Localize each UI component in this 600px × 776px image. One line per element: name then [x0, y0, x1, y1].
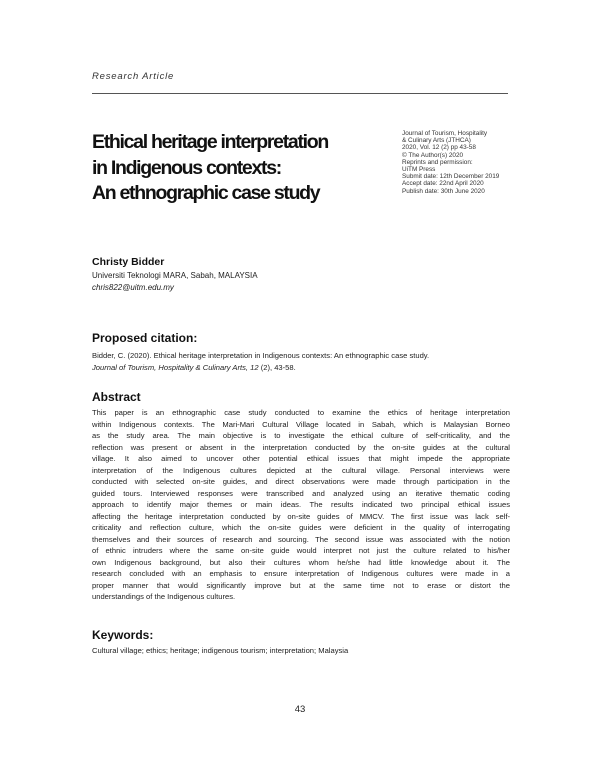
- abstract-line: affecting the heritage interpretation conducted by on-site guides of MMCV. The first issue was lack self-: [92, 511, 510, 521]
- abstract-line: themselves and their sources of research and sourcing. The second issue was associated with the notion: [92, 534, 510, 544]
- title-line: Ethical heritage interpretation: [92, 131, 329, 153]
- keywords-heading: Keywords:: [92, 628, 154, 642]
- citation-line: [92, 363, 296, 372]
- page-number: 43: [294, 704, 306, 715]
- abstract-line: of ethnic intruders where the same on-site guide would interpret not just the culture related to his/her: [92, 546, 510, 555]
- abstract-body: [92, 407, 510, 603]
- meta-line: 2020, Vol. 12 (2) pp 43-58: [402, 144, 476, 152]
- citation-heading: Proposed citation:: [92, 331, 198, 345]
- meta-line: Accept date: 22nd April 2020: [402, 180, 484, 188]
- citation-line: Bidder, C. (2020). Ethical heritage interpretation in Indigenous contexts: An ethnographic case study.: [92, 351, 430, 360]
- abstract-line: village. It also aimed to uncover other potential ethical issues that might impede the appropriate: [92, 454, 510, 463]
- author-email[interactable]: chris822@uitm.edu.my: [92, 283, 174, 292]
- abstract-line: proper manner that would significantly improve but at the same time not to erase or distort the: [92, 580, 510, 590]
- abstract-line: within Indigenous contexts. The Mari-Mari Cultural Village located in Sabah, which is Malaysian Borneo: [92, 419, 510, 429]
- meta-line: & Culinary Arts (JTHCA): [402, 137, 471, 145]
- journal-metadata: [402, 130, 532, 195]
- paper-title: [92, 130, 392, 207]
- citation-journal: Journal of Tourism, Hospitality & Culinary Arts, 12: [92, 363, 259, 372]
- abstract-line: reflection was present or absent in the interpretation conducted by the on-site guides at the cultural: [92, 442, 510, 452]
- keywords-list: Cultural village; ethics; heritage; indigenous tourism; interpretation; Malaysia: [92, 646, 349, 655]
- meta-line: Publish date: 30th June 2020: [402, 187, 485, 195]
- author-affiliation: Universiti Teknologi MARA, Sabah, MALAYSIA: [92, 271, 258, 280]
- meta-line: UiTM Press: [402, 166, 436, 174]
- title-line: in Indigenous contexts:: [92, 156, 281, 179]
- abstract-line: interpretation of the Indigenous cultures depicted at the cultural village. Personal interviews were: [92, 465, 510, 475]
- meta-line: Journal of Tourism, Hospitality: [402, 130, 488, 137]
- title-line: An ethnographic case study: [92, 182, 320, 204]
- abstract-line: approach to identify major themes or main ideas. The results indicated two principal ethical issues: [92, 500, 510, 509]
- article-type-label: Research Article: [92, 71, 175, 82]
- meta-line: © The Author(s) 2020: [402, 151, 464, 159]
- abstract-line: as the study area. The main objective is to investigate the ethical culture of self-criticality, and the: [92, 431, 510, 440]
- meta-line: Reprints and permission:: [402, 158, 473, 166]
- abstract-line: research concluded with an emphasis to ensure interpretation of Indigenous cultures were made in a: [92, 569, 510, 578]
- abstract-line: This paper is an ethnographic case study conducted to examine the ethics of heritage interpretation: [92, 408, 510, 417]
- abstract-line: understandings of the Indigenous cultures.: [92, 592, 236, 601]
- abstract-line: guided tours. Interviewed responses were transcribed and analyzed using an iterative thematic coding: [92, 488, 510, 498]
- citation-issue-pages: (2), 43-58.: [258, 363, 296, 372]
- header-rule: [92, 93, 508, 94]
- abstract-line: criticality and reflection culture, which the on-site guides were deficient in the quality of interrogating: [92, 523, 510, 532]
- meta-line: Submit date: 12th December 2019: [402, 173, 500, 181]
- abstract-heading: Abstract: [92, 390, 141, 404]
- abstract-line: own Indigenous background, but also their cultures whom he/she had little knowledge about it. The: [92, 557, 510, 567]
- abstract-line: conducted with selected on-site guides, and direct observations were made through participation in the: [92, 477, 510, 486]
- author-name: Christy Bidder: [92, 256, 165, 268]
